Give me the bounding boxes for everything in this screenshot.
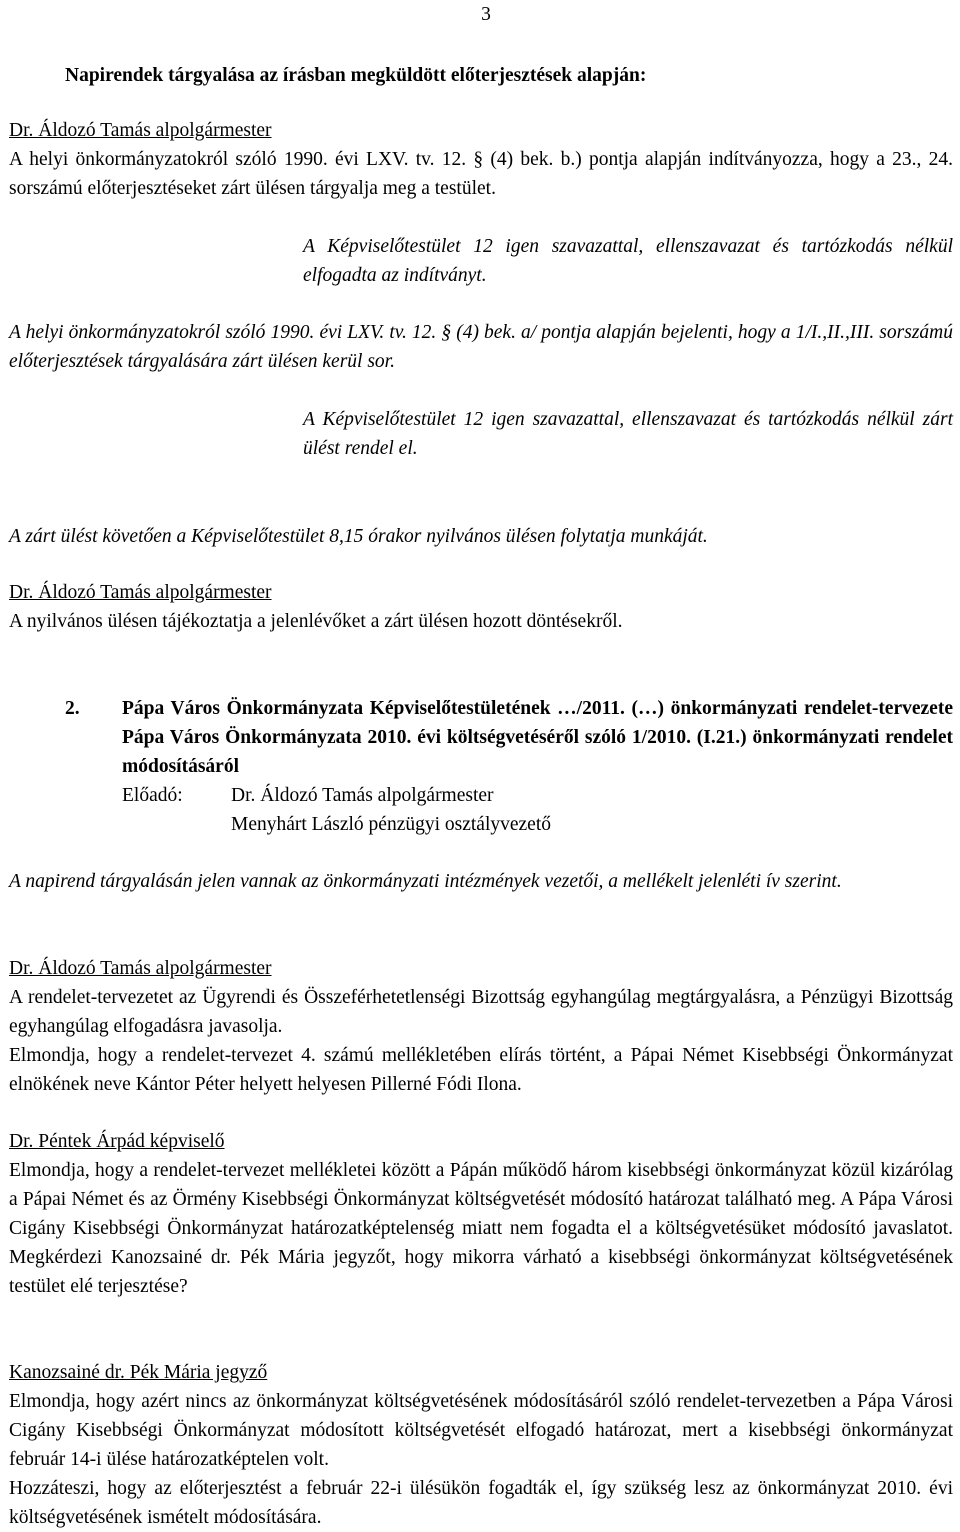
speaker-name: Dr. Áldozó Tamás alpolgármester <box>9 120 272 141</box>
statement-text: A helyi önkormányzatokról szóló 1990. évi LXV. tv. 12. § (4) bek. a/ pontja alapján bejelenti, hogy a 1/I.,II.,III. sorszámú előterjesztések tárgyalására zárt ülésen kerül sor. <box>9 322 953 372</box>
closed-session-note: A zárt ülést követően a Képviselőtestület 8,15 órakor nyilvános ülésen folytatja munkáját. <box>9 526 708 547</box>
statement-text: Hozzáteszi, hogy az előterjesztést a február 22-i ülésükön fogadták el, így szükség lesz az önkormányzat 2010. évi költségvetésének ismételt módosítására. <box>9 1478 953 1528</box>
speaker-name: Dr. Áldozó Tamás alpolgármester <box>9 958 272 979</box>
statement-text: Elmondja, hogy a rendelet-tervezet mellékletei között a Pápán működő három kisebbségi önkormányzat közül kizárólag a Pápai Német és az Örmény Kisebbségi Önkormányzat költségvetését módosító határozat található meg. A Pápa Városi Cigány Kisebbségi Önkormányzat határozatképtelenség miatt nem fogadta el a költségvetésüket módosító javaslatot. Megkérdezi Kanozsainé dr. Pék Mária jegyzőt, hogy mikorra várható a kisebbségi önkormányzat költségvetésének testület elé terjesztése? <box>9 1160 953 1297</box>
speaker-name: Kanozsainé dr. Pék Mária jegyző <box>9 1362 268 1383</box>
vote-result: A Képviselőtestület 12 igen szavazattal, ellenszavazat és tartózkodás nélkül zárt ülést rendel el. <box>303 409 953 459</box>
page-number: 3 <box>481 4 491 25</box>
speaker-name: Dr. Péntek Árpád képviselő <box>9 1131 225 1152</box>
statement-text: Elmondja, hogy azért nincs az önkormányzat költségvetésének módosításáról szóló rendelet-tervezetben a Pápa Városi Cigány Kisebbségi Önkormányzat módosított költségvetését elfogadó határozat, mert a kisebbségi önkormányzat február 14-i ülése határozatképtelen volt. <box>9 1391 953 1470</box>
agenda-item-number: 2. <box>65 698 80 719</box>
presenter-label: Előadó: <box>122 785 183 806</box>
statement-text: A rendelet-tervezetet az Ügyrendi és Összeférhetetlenségi Bizottság egyhangúlag megtárgyalásra, a Pénzügyi Bizottság egyhangúlag elfogadásra javasolja. <box>9 987 953 1037</box>
statement-text: A helyi önkormányzatokról szóló 1990. évi LXV. tv. 12. § (4) bek. b.) pontja alapján indítványozza, hogy a 23., 24. sorszámú előterjesztéseket zárt ülésen tárgyalja meg a testület. <box>9 149 953 199</box>
speaker-name: Dr. Áldozó Tamás alpolgármester <box>9 582 272 603</box>
vote-result: A Képviselőtestület 12 igen szavazattal, ellenszavazat és tartózkodás nélkül elfogadta az indítványt. <box>303 236 953 286</box>
agenda-item-title: Pápa Város Önkormányzata Képviselőtestületének …/2011. (…) önkormányzati rendelet-tervezete Pápa Város Önkormányzata 2010. évi költségvetéséről szóló 1/2010. (I.21.) önkormányzati rendelet módosításáról <box>122 698 953 777</box>
statement-text: Elmondja, hogy a rendelet-tervezet 4. számú mellékletében elírás történt, a Pápai Német Kisebbségi Önkormányzat elnökének neve Kántor Péter helyett helyesen Pillerné Fódi Ilona. <box>9 1045 953 1095</box>
presenter-name: Dr. Áldozó Tamás alpolgármester <box>231 785 494 806</box>
statement-text: A nyilvános ülésen tájékoztatja a jelenlévőket a zárt ülésen hozott döntésekről. <box>9 611 623 632</box>
agenda-heading: Napirendek tárgyalása az írásban megküldött előterjesztések alapján: <box>65 65 647 86</box>
presenter-name: Menyhárt László pénzügyi osztályvezető <box>231 814 552 835</box>
attendance-note: A napirend tárgyalásán jelen vannak az önkormányzati intézmények vezetői, a mellékelt jelenléti ív szerint. <box>9 871 842 892</box>
